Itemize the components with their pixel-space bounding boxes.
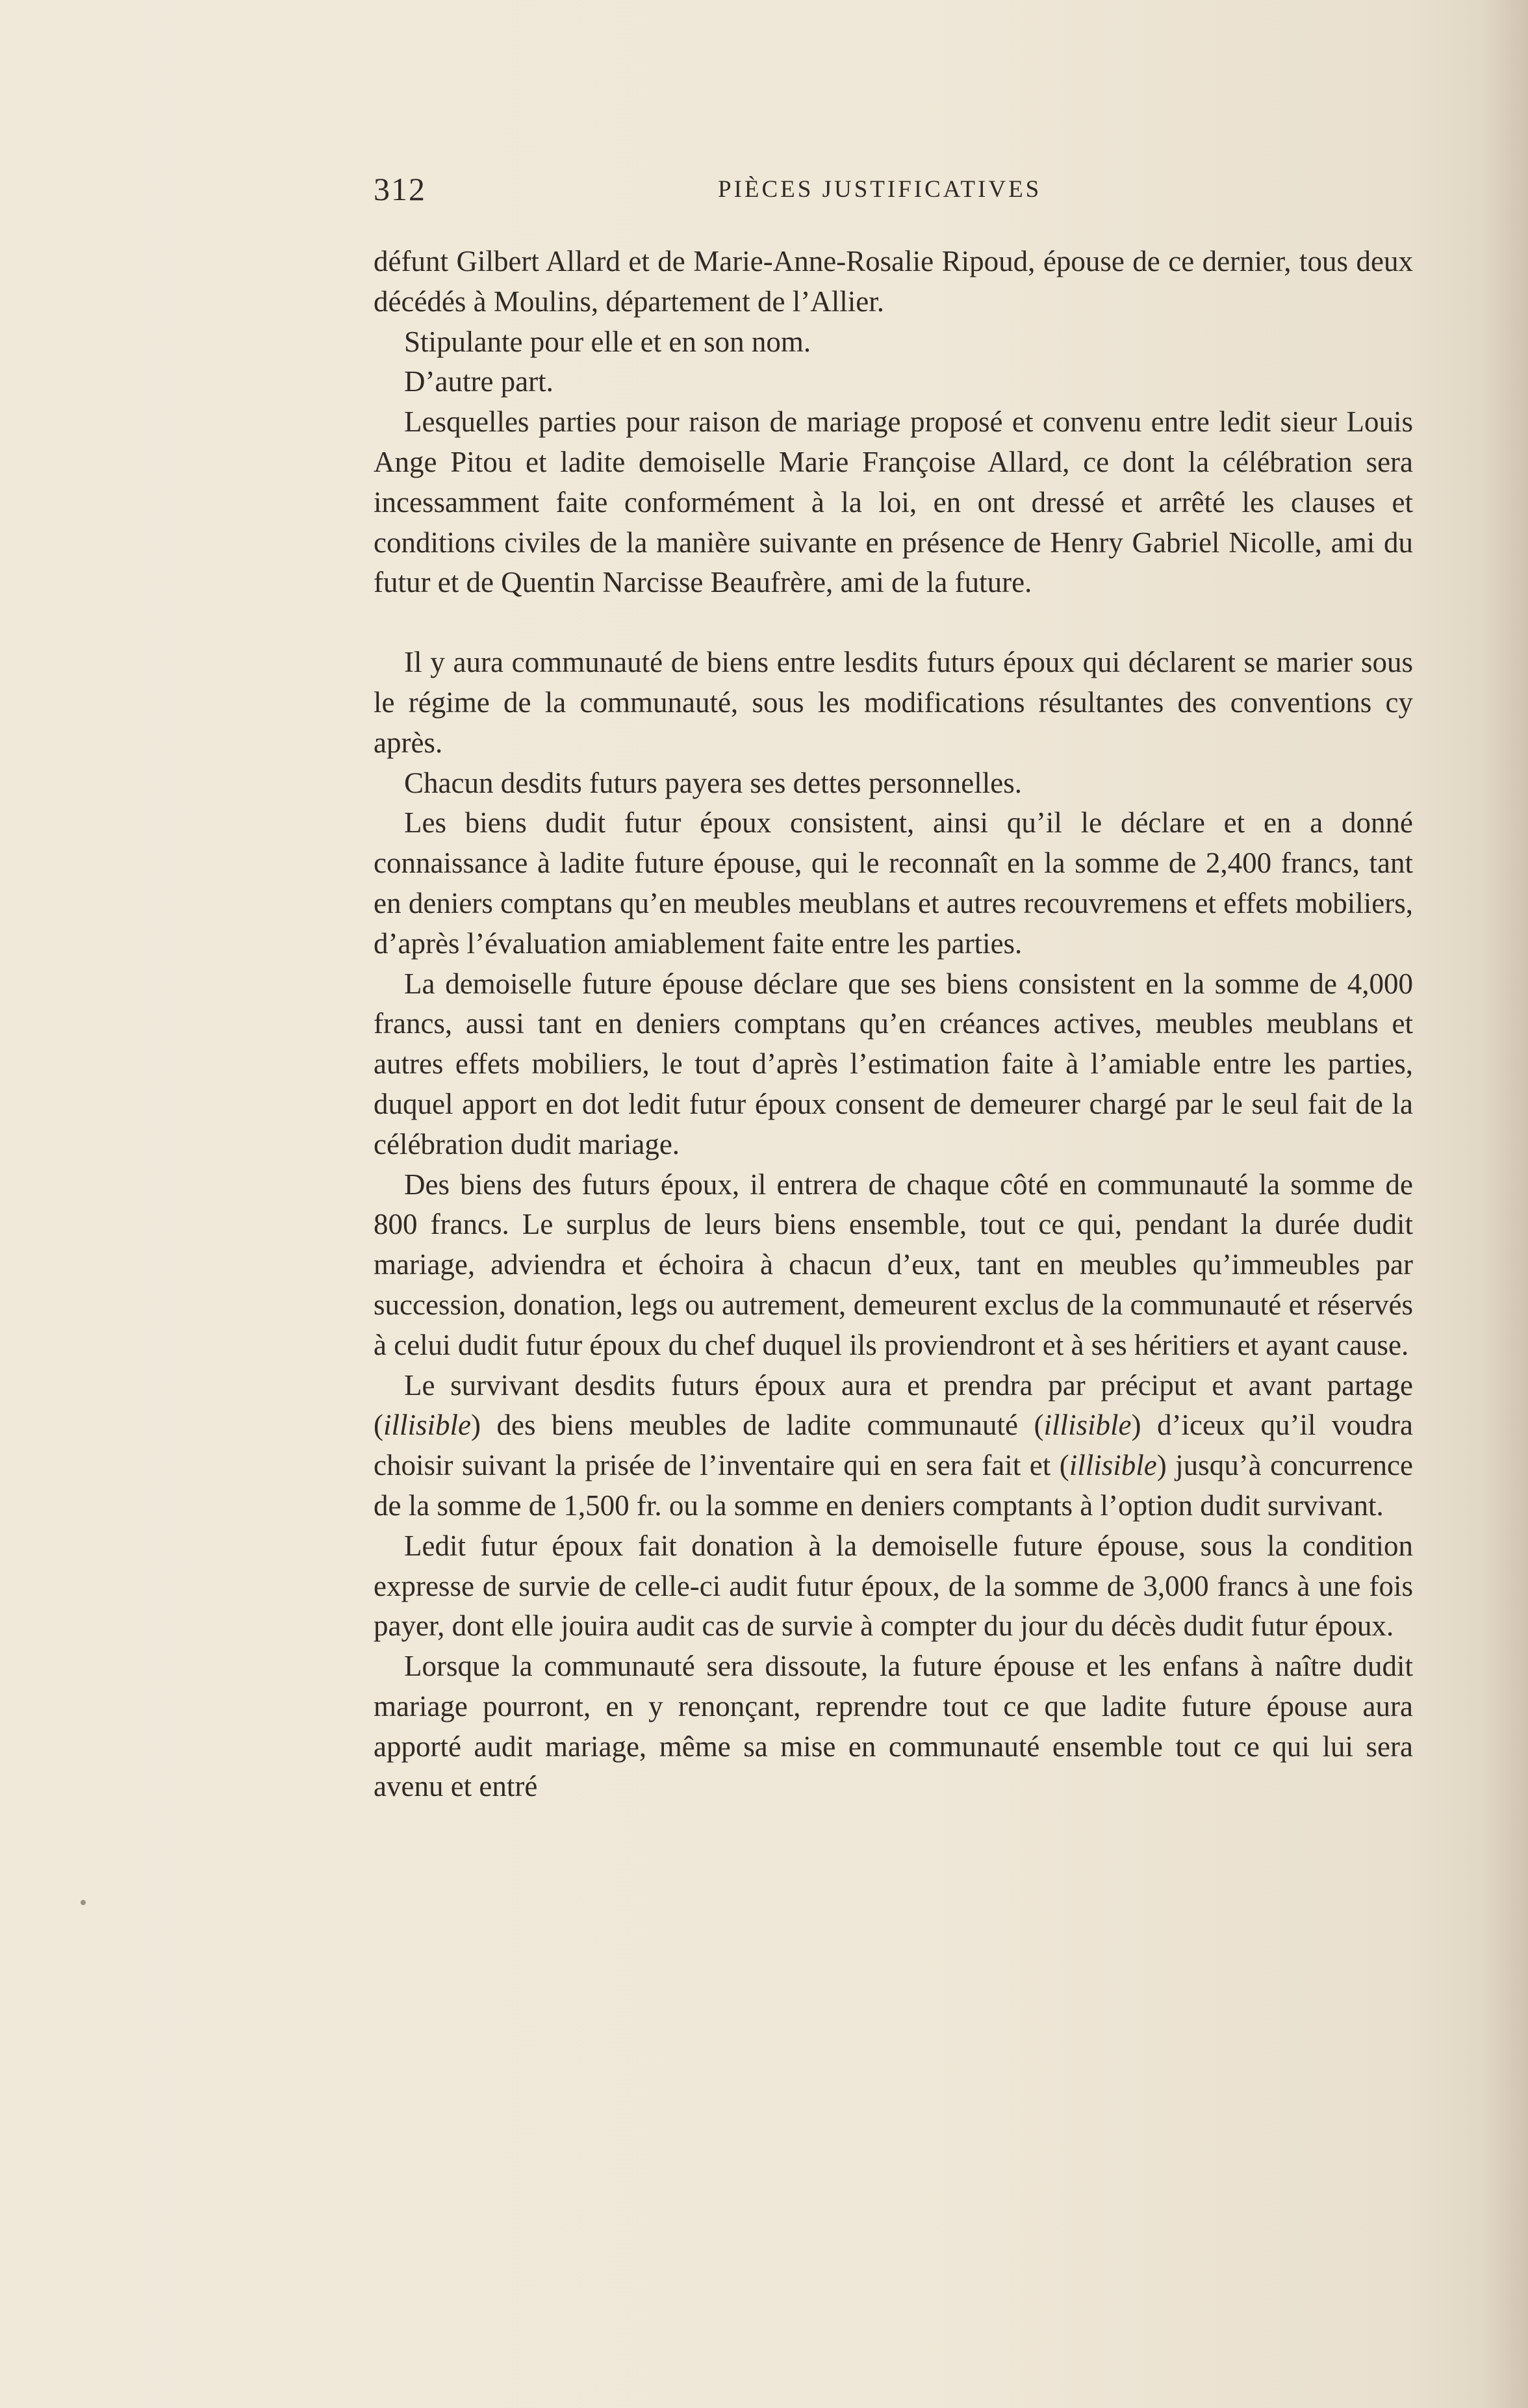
page-edge-shadow xyxy=(1483,0,1528,2408)
paragraph-10 xyxy=(374,1366,1413,1526)
paragraph-10-part-e: ) d’iceux qu’il voudra choisir suivant la prisée de l’inventaire qui en sera fait et ( xyxy=(374,1409,1413,1482)
paragraph-9: Des biens des futurs époux, il entrera de chaque côté en communauté la somme de 800 francs. Le surplus de leurs biens ensemble, tout ce qui, pendant la durée dudit mariage, adviendra et échoira à chacun d’eux, tant en meubles qu’immeubles par succession, donation, legs ou autrement, demeurent exclus de la communauté et réservés à celui dudit futur époux du chef duquel ils proviendront et à ses héritiers et ayant cause. xyxy=(374,1168,1413,1361)
paragraph-3: D’autre part. xyxy=(404,365,554,398)
paragraph-12: Lorsque la communauté sera dissoute, la future épouse et les enfans à naître dudit mariage pourront, en y renonçant, reprendre tout ce que ladite future épouse aura apporté audit mariage, même sa mise en communauté ensemble tout ce qui lui sera avenu et entré xyxy=(374,1650,1413,1803)
paragraph-2: Stipulante pour elle et en son nom. xyxy=(404,325,811,358)
paragraph-8: La demoiselle future épouse déclare que ses biens consistent en la somme de 4,000 francs, aussi tant en deniers comptans qu’en créances actives, meubles meublans et autres effets mobiliers, le tout d’après l’estimation faite à l’amiable entre les parties, duquel apport en dot ledit futur époux consent de demeurer chargé par le seul fait de la célébration dudit mariage. xyxy=(374,967,1413,1160)
paragraph-10-part-a: Le survivant desdits futurs époux aura et prendra par préciput et avant partage ( xyxy=(374,1368,1413,1442)
page-number: 312 xyxy=(374,171,426,207)
body-text xyxy=(374,242,1413,1807)
illegible-mark-2: illisible xyxy=(1043,1409,1132,1442)
paragraph-7: Les biens dudit futur époux consistent, ainsi qu’il le déclare et en a donné connaissance à ladite future épouse, qui le reconnaît en la somme de 2,400 francs, tant en deniers comptans qu’en meubles meublans et autres recouvremens et effets mobiliers, d’après l’évaluation amiablement faite entre les parties. xyxy=(374,806,1413,960)
section-break xyxy=(374,603,1413,643)
paragraph-10-part-g: ) jusqu’à concurrence de la somme de 1,500 fr. ou la somme en deniers comptants à l’option dudit survivant. xyxy=(374,1449,1413,1522)
illegible-mark-3: illisible xyxy=(1069,1449,1157,1482)
paragraph-10-part-c: ) des biens meubles de ladite communauté ( xyxy=(471,1409,1044,1442)
running-title: PIÈCES JUSTIFICATIVES xyxy=(718,176,1042,203)
illegible-mark-1: illisible xyxy=(383,1409,471,1442)
paragraph-6: Chacun desdits futurs payera ses dettes personnelles. xyxy=(404,766,1022,799)
paragraph-5: Il y aura communauté de biens entre lesdits futurs époux qui déclarent se marier sous le régime de la communauté, sous les modifications résultantes des conventions cy après. xyxy=(374,646,1413,759)
running-head xyxy=(374,170,1413,216)
paragraph-4: Lesquelles parties pour raison de mariage proposé et convenu entre ledit sieur Louis Ange Pitou et ladite demoiselle Marie Françoise Allard, ce dont la célébration sera incessamment faite conformément à la loi, en ont dressé et arrêté les clauses et conditions civiles de la manière suivante en présence de Henry Gabriel Nicolle, ami du futur et de Quentin Narcisse Beaufrère, ami de la future. xyxy=(374,405,1413,599)
paper-speck xyxy=(81,1900,86,1905)
paragraph-11: Ledit futur époux fait donation à la demoiselle future épouse, sous la condition expresse de survie de celle-ci audit futur époux, de la somme de 3,000 francs à une fois payer, dont elle jouira audit cas de survie à compter du jour du décès dudit futur époux. xyxy=(374,1529,1413,1643)
paragraph-1: défunt Gilbert Allard et de Marie-Anne-Rosalie Ripoud, épouse de ce dernier, tous deux décédés à Moulins, département de l’Allier. xyxy=(374,245,1413,318)
